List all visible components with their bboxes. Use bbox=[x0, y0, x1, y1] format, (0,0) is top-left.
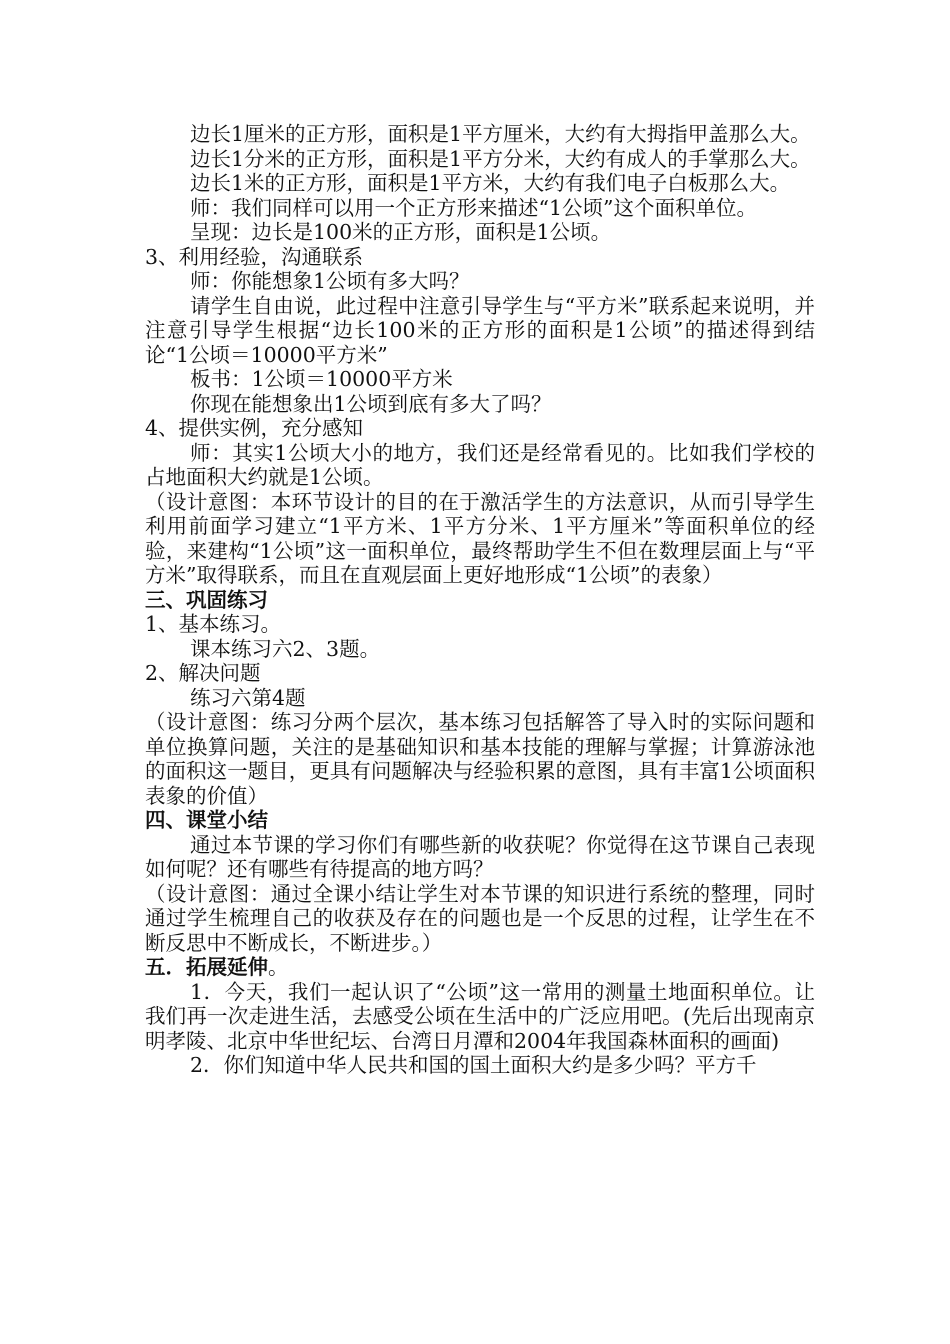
body-paragraph bbox=[145, 612, 815, 637]
body-paragraph bbox=[145, 269, 815, 294]
paragraph-text: 请学生自由说，此过程中注意引导学生与“平方米”联系起来说明，并注意引导学生根据“边长100米的正方形的面积是1公顷”的描述得到结论“1公顷＝10000平方米” bbox=[145, 293, 815, 367]
paragraph-text: 边长1厘米的正方形，面积是1平方厘米，大约有大拇指甲盖那么大。 bbox=[190, 122, 811, 146]
section-heading bbox=[145, 588, 815, 613]
paragraph-text: 三、巩固练习 bbox=[145, 587, 268, 612]
body-paragraph bbox=[145, 661, 815, 686]
heading-tail: 。 bbox=[268, 955, 289, 979]
body-paragraph bbox=[145, 196, 815, 221]
body-paragraph bbox=[145, 833, 815, 882]
body-paragraph bbox=[145, 980, 815, 1054]
paragraph-text: 四、课堂小结 bbox=[145, 808, 268, 832]
design-note-paragraph bbox=[145, 490, 815, 588]
section-heading bbox=[145, 808, 815, 833]
body-paragraph bbox=[145, 294, 815, 368]
paragraph-text: 课本练习六2、3题。 bbox=[190, 636, 381, 661]
paragraph-text: 3、利用经验，沟通联系 bbox=[145, 244, 364, 269]
paragraph-text: 1、基本练习。 bbox=[145, 612, 282, 636]
paragraph-text: （设计意图：练习分两个层次，基本练习包括解答了导入时的实际问题和单位换算问题，关注的是基础知识和基本技能的理解与掌握；计算游泳池的面积这一题目，更具有问题解决与经验积累的意图，具有丰富1公顷面积表象的价值） bbox=[145, 710, 815, 808]
paragraph-text: （设计意图：通过全课小结让学生对本节课的知识进行系统的整理，同时通过学生梳理自己的收获及存在的问题也是一个反思的过程，让学生在不断反思中不断成长，不断进步。） bbox=[145, 881, 815, 955]
paragraph-text: 1．今天，我们一起认识了“公顷”这一常用的测量土地面积单位。让我们再一次走进生活，去感受公顷在生活中的广泛应用吧。(先后出现南京明孝陵、北京中华世纪坛、台湾日月潭和2004年我国森林面积的画面) bbox=[145, 979, 815, 1053]
design-note-paragraph bbox=[145, 882, 815, 956]
paragraph-text: 五．拓展延伸 bbox=[145, 955, 268, 979]
body-paragraph bbox=[145, 367, 815, 392]
paragraph-text: 师：我们同样可以用一个正方形来描述“1公顷”这个面积单位。 bbox=[190, 195, 758, 220]
body-paragraph bbox=[145, 122, 815, 147]
paragraph-text: 4、提供实例，充分感知 bbox=[145, 416, 364, 440]
paragraph-text: 呈现：边长是100米的正方形，面积是1公顷。 bbox=[190, 220, 612, 244]
paragraph-text: 2、解决问题 bbox=[145, 661, 261, 685]
body-paragraph bbox=[145, 1053, 815, 1078]
paragraph-text: 你现在能想象出1公顷到底有多大了吗？ bbox=[190, 391, 552, 416]
paragraph-text: 通过本节课的学习你们有哪些新的收获呢？你觉得在这节课自己表现如何呢？还有哪些有待提高的地方吗？ bbox=[145, 832, 815, 881]
paragraph-text: 板书：1公顷＝10000平方米 bbox=[190, 367, 453, 391]
body-paragraph bbox=[145, 220, 815, 245]
paragraph-text: 师：其实1公顷大小的地方，我们还是经常看见的。比如我们学校的占地面积大约就是1公顷。 bbox=[145, 440, 815, 489]
body-paragraph bbox=[145, 416, 815, 441]
section-heading bbox=[145, 955, 815, 980]
paragraph-text: 师：你能想象1公顷有多大吗？ bbox=[190, 269, 470, 293]
design-note-paragraph bbox=[145, 710, 815, 808]
body-paragraph bbox=[145, 637, 815, 662]
document-page bbox=[145, 122, 815, 1078]
body-paragraph bbox=[145, 686, 815, 711]
body-paragraph bbox=[145, 147, 815, 172]
paragraph-text: （设计意图：本环节设计的目的在于激活学生的方法意识，从而引导学生利用前面学习建立“1平方米、1平方分米、1平方厘米”等面积单位的经验，来建构“1公顷”这一面积单位，最终帮助学生不但在数理层面上与“平方米”取得联系，而且在直观层面上更好地形成“1公顷”的表象） bbox=[145, 489, 815, 587]
paragraph-text: 边长1米的正方形，面积是1平方米，大约有我们电子白板那么大。 bbox=[190, 171, 791, 195]
body-paragraph bbox=[145, 245, 815, 270]
paragraph-text: 练习六第4题 bbox=[190, 685, 306, 710]
body-paragraph bbox=[145, 392, 815, 417]
paragraph-text: 边长1分米的正方形，面积是1平方分米，大约有成人的手掌那么大。 bbox=[190, 146, 811, 171]
paragraph-text: 2．你们知道中华人民共和国的国土面积大约是多少吗？平方千 bbox=[190, 1053, 757, 1077]
body-paragraph bbox=[145, 171, 815, 196]
body-paragraph bbox=[145, 441, 815, 490]
